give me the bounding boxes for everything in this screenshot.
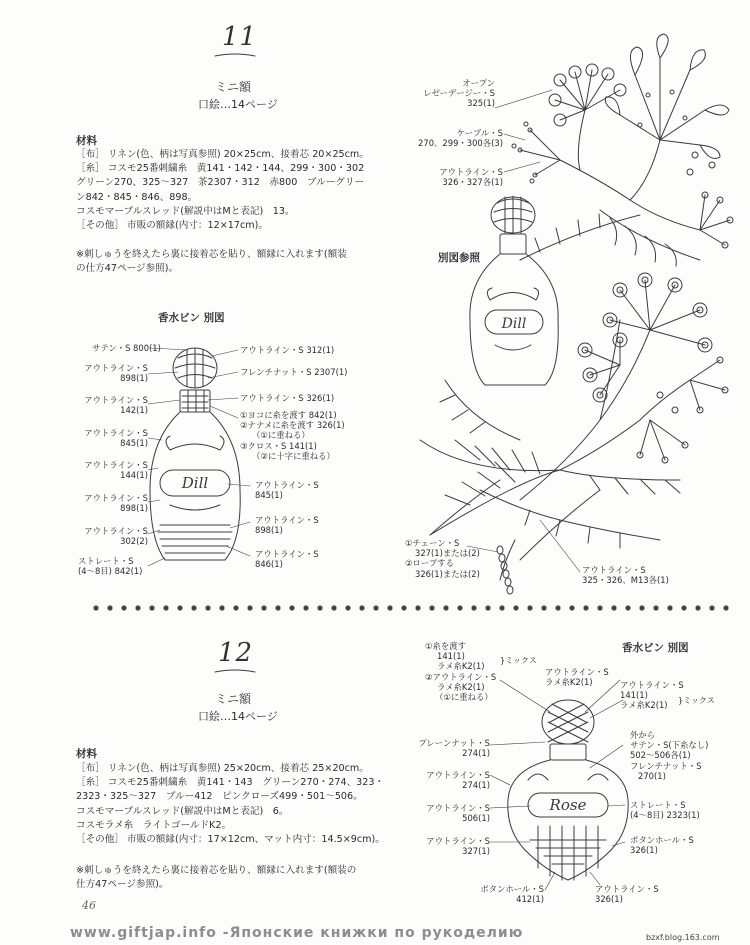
note-line: の仕方47ページ参照)。 — [76, 263, 179, 275]
label-l12-0: ①糸を渡す 141(1) ラメ糸K2(1) ②アウトライン・S ラメ糸K2(1) （①に重ねる） — [425, 641, 497, 703]
label-l12-1: プレーンナット・S 274(1) — [418, 738, 490, 759]
flourish-12 — [215, 670, 255, 672]
section-12-materials — [76, 762, 385, 847]
section-12-bottle-title: 香水ビン 別図 — [622, 642, 689, 654]
dill-bottle-detail — [150, 348, 240, 560]
label-r12-4: ボタンホール・S 326(1) — [630, 835, 694, 856]
label-l12-5: ボタンホール・S 412(1) — [480, 884, 544, 905]
label-r11-2: アウトライン・S 326(1) — [240, 393, 335, 403]
note-line: ※刺しゅうを終えたら裏に接着芯を貼り、額縁に入れます(額装 — [76, 249, 347, 260]
dill-plant — [420, 34, 733, 594]
label-mix-1: }ミックス — [500, 656, 537, 665]
label-l12-3: アウトライン・S 506(1) — [426, 803, 490, 824]
material-line: ン842・845・846、898。 — [76, 191, 198, 203]
section-11-ref-label: 別図参照 — [438, 252, 480, 264]
section-11-subtitle: 口絵…14ページ — [198, 98, 278, 111]
section-12-number: 12 — [218, 638, 254, 668]
label-r12-2: 外から サテン・S(下糸なし) 502～506各(1) フレンチナット・S 270(1) — [630, 730, 709, 781]
label-m11-4: アウトライン・S 325・326、M13各(1) — [582, 565, 669, 586]
material-line: ［糸］ コスモ25番刺繍糸 黄141・143 グリーン270・274、323・ — [76, 777, 385, 789]
section-11-title: ミニ額 — [215, 80, 252, 94]
section-11-number: 11 — [222, 22, 258, 52]
label-r12-0: アウトライン・S ラメ糸K2(1) — [545, 667, 609, 688]
label-m11-2: アウトライン・S 326・327各(1) — [439, 167, 503, 188]
label-r12-5: アウトライン・S 326(1) — [595, 884, 659, 905]
section-12-subtitle: 口絵…14ページ — [198, 710, 278, 723]
label-l11-2: アウトライン・S 142(1) — [84, 395, 148, 416]
flourish-11 — [215, 54, 255, 56]
material-line: コスモラメ糸 ライトゴールドK2。 — [76, 819, 232, 831]
material-line: ［その他］ 市販の額縁(内寸：17×12cm、マット内寸：14.5×9cm)。 — [76, 834, 385, 846]
material-line: コスモマーブルスレッド(解説中はMと表記) 6。 — [76, 805, 289, 817]
label-l11-4: アウトライン・S 144(1) — [84, 460, 148, 481]
note-line: 仕方47ページ参照)。 — [76, 879, 169, 891]
dill-bottle-main — [470, 196, 558, 385]
label-l11-7: ストレート・S (4～8目) 842(1) — [78, 556, 143, 577]
page-number: 46 — [82, 899, 96, 912]
section-12-title: ミニ額 — [215, 692, 252, 706]
label-m11-1: ケーブル・S 270、299・300各(3) — [418, 128, 503, 149]
label-r11-1: フレンチナット・S 2307(1) — [240, 367, 348, 377]
section-11-materials-heading: 材料 — [76, 135, 97, 147]
material-line: ［糸］ コスモ25番刺繍糸 黄141・142・144、299・300・302 — [76, 163, 365, 175]
label-l12-2: アウトライン・S 274(1) — [426, 770, 490, 791]
label-r11-5: アウトライン・S 898(1) — [255, 515, 319, 536]
dill-main-word: Dill — [501, 316, 527, 332]
material-line: ［布］ リネン(色、柄は写真参照) 25×20cm、接着芯 25×20cm。 — [76, 763, 369, 774]
footer-banner: www.giftjap.info -Японские книжки по рукоделию — [70, 925, 524, 941]
section-12-materials-heading: 材料 — [76, 748, 97, 760]
label-m11-3: ①チェーン・S 327(1)または(2) ②ロープする 326(1)または(2) — [405, 538, 480, 579]
section-11-bottle-title: 香水ビン 別図 — [158, 312, 225, 324]
rose-detail-word: Rose — [549, 796, 587, 814]
section-11-materials — [76, 148, 369, 233]
material-line: ［布］ リネン(色、柄は写真参照) 20×25cm、接着芯 20×25cm。 — [76, 149, 369, 160]
material-line: グリーン270、325～327 茶2307・312 赤800 ブルーグリー — [76, 177, 365, 189]
label-l11-3: アウトライン・S 845(1) — [84, 428, 148, 449]
label-r12-1: アウトライン・S 141(1) ラメ糸K2(1) — [620, 680, 684, 711]
material-line: コスモマーブルスレッド(解説中はMと表記) 13。 — [76, 205, 295, 217]
note-line: ※刺しゅうを終えたら裏に接着芯を貼り、額縁に入れます(額装の — [76, 865, 357, 876]
section-11-note — [76, 248, 347, 276]
label-r11-6: アウトライン・S 846(1) — [255, 549, 319, 570]
material-line: ［その他］ 市販の額縁(内寸：12×17cm)。 — [76, 220, 268, 232]
rose-bottle-detail — [508, 700, 628, 880]
label-l11-1: アウトライン・S 898(1) — [84, 363, 148, 384]
source-credit: bzxf.blog.163.com — [646, 933, 720, 942]
label-l12-4: アウトライン・S 327(1) — [426, 836, 490, 857]
dill-detail-word: Dill — [181, 474, 209, 492]
label-l11-0: サテン・S 800(1) — [92, 343, 161, 353]
label-r12-3: ストレート・S (4～8目) 2323(1) — [630, 800, 700, 821]
label-m11-0: オープン レゼーデージー・S 325(1) — [423, 78, 495, 109]
label-l11-6: アウトライン・S 302(2) — [84, 526, 148, 547]
label-mix-2: }ミックス — [678, 696, 715, 705]
label-r11-3: ①ヨコに糸を渡す 842(1) ②ナナメに糸を渡す 326(1) （①に重ねる） ③クロス・S 141(1) （②に十字に重ねる） — [240, 410, 345, 461]
section-divider — [92, 603, 732, 613]
material-line: 2323・325～327 ブルー412 ピンクローズ499・501～506。 — [76, 791, 363, 803]
label-r11-0: アウトライン・S 312(1) — [240, 345, 335, 355]
label-r11-4: アウトライン・S 845(1) — [255, 480, 319, 501]
label-l11-5: アウトライン・S 898(1) — [84, 493, 148, 514]
section-12-note — [76, 864, 356, 892]
